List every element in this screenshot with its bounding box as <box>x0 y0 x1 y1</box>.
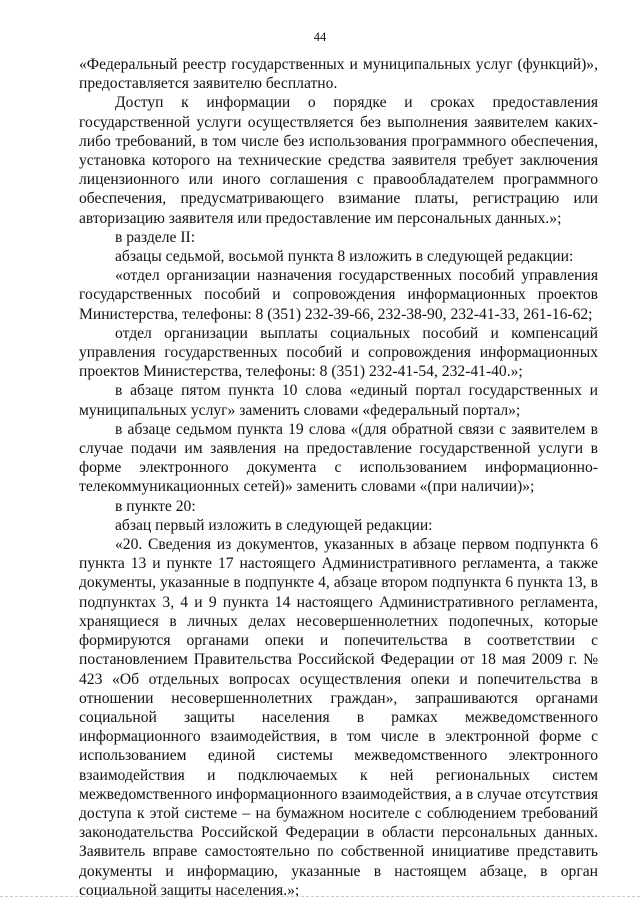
paragraph-10: абзац первый изложить в следующей редакции: <box>115 516 433 534</box>
paragraph-9: в пункте 20: <box>115 497 196 515</box>
paragraph-11: «20. Сведения из документов, указанных в абзаце первом подпункта 6 пункта 13 и пункте 17 настоящего Административного регламента, а также документы, указанные в подпункте 4, абзаце втором подпункта 6 пункта 13, в подпунктах 3, 4 и 9 пункта 14 настоящего Административного регламента, хранящиеся в личных делах несовершеннолетних подопечных, которые формируются органами опеки и попечительства в соответствии с постановлением Правительства Российской Федерации от 18 мая 2009 г. № 423 «Об отдельных вопросах осуществления опеки и попечительства в отношении несовершеннолетних граждан», запрашиваются органами социальной защиты населения в рамках межведомственного информационного взаимодействия, в том числе в электронной форме с использованием единой системы межведомственного электронного взаимодействия и подключаемых к ней региональных систем межведомственного информационного взаимодействия, а в случае отсутствия доступа к этой системе – на бумажном носителе с соблюдением требований законодательства Российской Федерации в области персональных данных. Заявитель вправе самостоятельно по собственной инициативе представить документы и информацию, указанные в настоящем абзаце, в орган социальной защиты населения.»; <box>79 536 598 899</box>
paragraph-4: абзацы седьмой, восьмой пункта 8 изложить в следующей редакции: <box>115 248 574 266</box>
paragraph-1: «Федеральный реестр государственных и муниципальных услуг (функций)», предоставляется заявителю бесплатно. <box>79 56 598 93</box>
paragraph-8: в абзаце седьмом пункта 19 слова «(для обратной связи с заявителем в случае подачи им заявления на предоставление государственной услуги в форме электронного документа с использованием информационно-телекоммуникационных сетей)» заменить словами «(при наличии)»; <box>79 420 598 496</box>
paragraph-3: в разделе II: <box>115 228 196 246</box>
page-number: 44 <box>313 30 327 44</box>
paragraph-2: Доступ к информации о порядке и сроках предоставления государственной услуги осуществляется без выполнения заявителем каких-либо требований, в том числе без использования программного обеспечения, установка которого на технические средства заявителя требует заключения лицензионного или иного соглашения с правообладателем программного обеспечения, предусматривающего взимание платы, регистрацию или авторизацию заявителя или предоставление им персональных данных.»; <box>79 94 598 227</box>
document-body <box>79 55 598 900</box>
page-bottom-divider <box>0 896 640 898</box>
paragraph-5: «отдел организации назначения государственных пособий управления государственных пособий и сопровождения информационных проектов Министерства, телефоны: 8 (351) 232-39-66, 232-38-90, 232-41-33, 261-16-62; <box>79 267 598 323</box>
paragraph-7: в абзаце пятом пункта 10 слова «единый портал государственных и муниципальных услуг» заменить словами «федеральный портал»; <box>79 382 598 419</box>
paragraph-6: отдел организации выплаты социальных пособий и компенсаций управления государственных пособий и сопровождения информационных проектов Министерства, телефоны: 8 (351) 232-41-54, 232-41-40.»; <box>79 324 598 381</box>
